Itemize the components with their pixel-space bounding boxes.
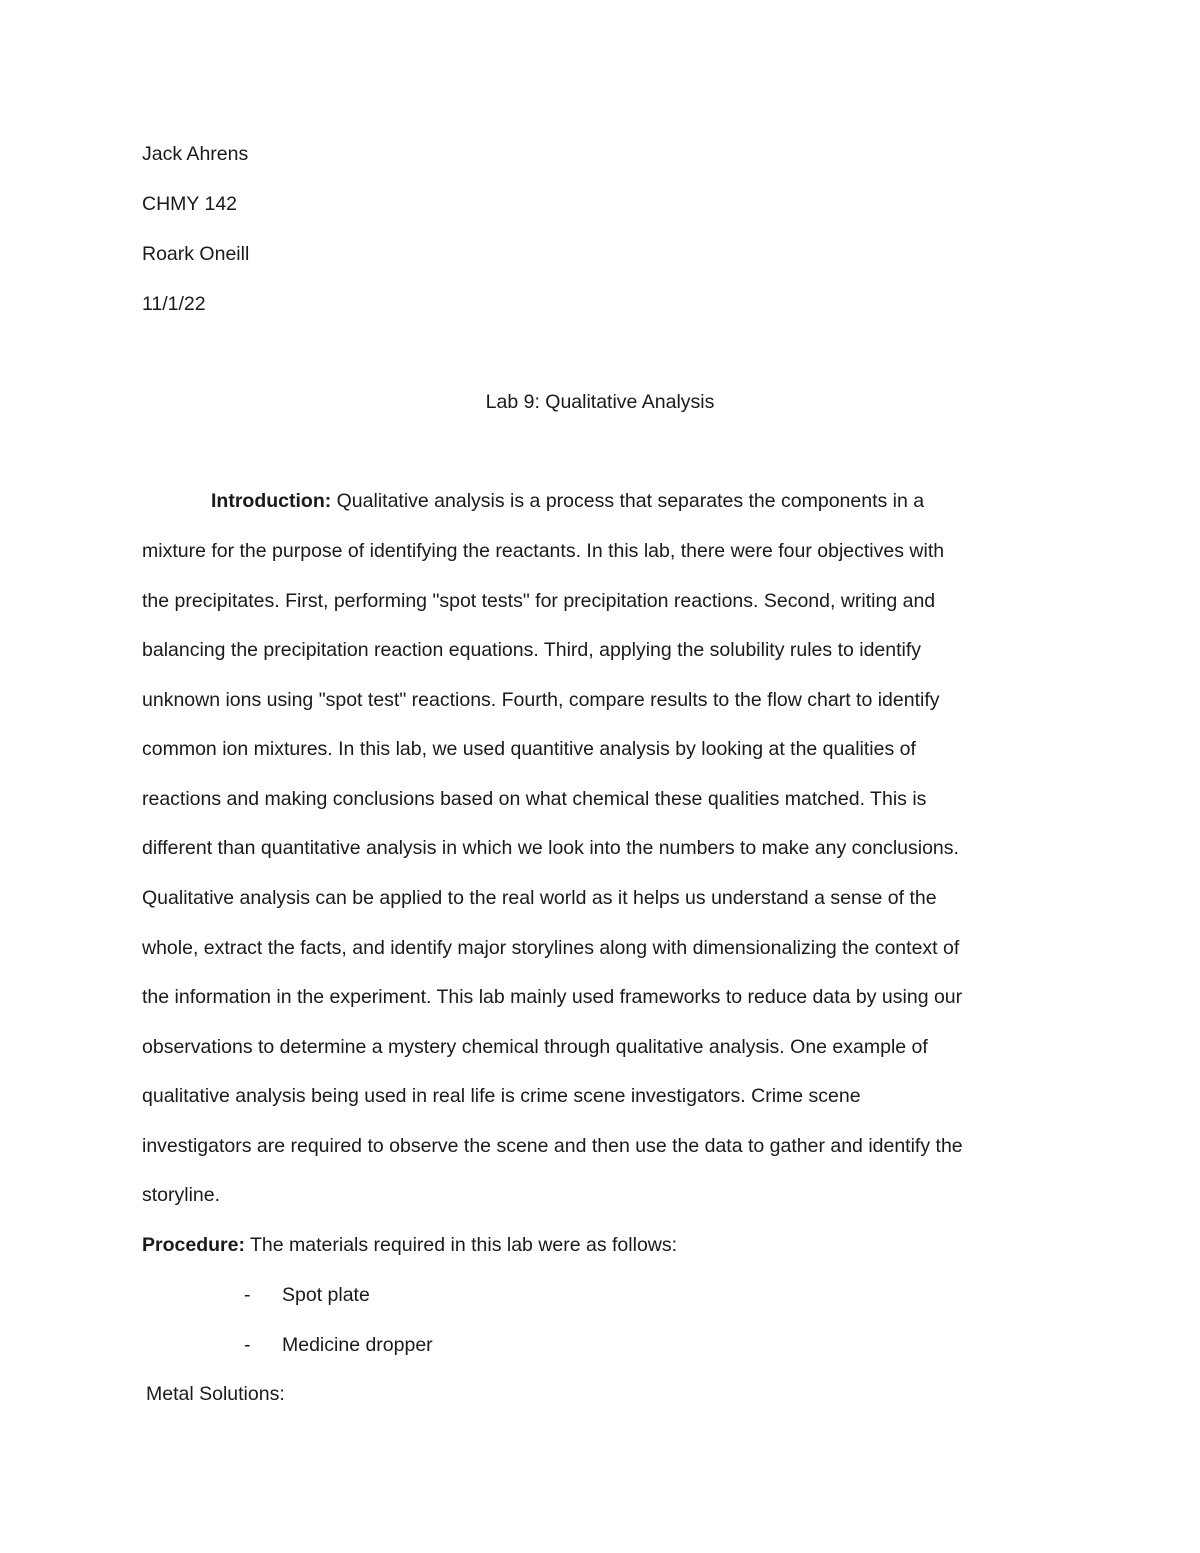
intro-heading: Introduction: xyxy=(211,490,332,512)
intro-line-1: mixture for the purpose of identifying the reactants. In this lab, there were four objectives with xyxy=(142,540,945,562)
report-date: 11/1/22 xyxy=(142,293,206,315)
intro-line-3: balancing the precipitation reaction equations. Third, applying the solubility rules to identify xyxy=(142,639,922,661)
procedure-text: The materials required in this lab were as follows: xyxy=(244,1234,678,1256)
intro-line-5: common ion mixtures. In this lab, we used quantitive analysis by looking at the qualities of xyxy=(142,738,916,760)
intro-line-9: whole, extract the facts, and identify major storylines along with dimensionalizing the context of xyxy=(142,937,960,959)
intro-line-7: different than quantitative analysis in which we look into the numbers to make any conclusions. xyxy=(142,837,959,859)
procedure-paragraph xyxy=(142,1233,677,1257)
intro-line-10: the information in the experiment. This lab mainly used frameworks to reduce data by using our xyxy=(142,986,963,1008)
procedure-heading: Procedure: xyxy=(142,1234,245,1256)
list-item: Medicine dropper xyxy=(282,1334,433,1356)
report-title: Lab 9: Qualitative Analysis xyxy=(485,391,715,413)
intro-line-4: unknown ions using "spot test" reactions. Fourth, compare results to the flow chart to identify xyxy=(142,689,940,711)
metal-solutions-heading: Metal Solutions: xyxy=(146,1383,285,1405)
author-name: Jack Ahrens xyxy=(142,143,249,165)
intro-paragraph-first-line xyxy=(211,489,924,513)
intro-line-12: qualitative analysis being used in real life is crime scene investigators. Crime scene xyxy=(142,1085,861,1107)
instructor-name: Roark Oneill xyxy=(142,243,250,265)
intro-line-2: the precipitates. First, performing "spot tests" for precipitation reactions. Second, writing and xyxy=(142,590,936,612)
bullet-marker: - xyxy=(244,1334,251,1356)
intro-line-14: storyline. xyxy=(142,1184,221,1206)
list-item: Spot plate xyxy=(282,1284,370,1306)
bullet-marker: - xyxy=(244,1284,251,1306)
intro-line-0: Qualitative analysis is a process that separates the components in a xyxy=(331,490,925,512)
intro-line-6: reactions and making conclusions based on what chemical these qualities matched. This is xyxy=(142,788,927,810)
intro-line-13: investigators are required to observe the scene and then use the data to gather and identify the xyxy=(142,1135,963,1157)
intro-line-11: observations to determine a mystery chemical through qualitative analysis. One example of xyxy=(142,1036,928,1058)
course-code: CHMY 142 xyxy=(142,193,238,215)
intro-line-8: Qualitative analysis can be applied to the real world as it helps us understand a sense of the xyxy=(142,887,937,909)
